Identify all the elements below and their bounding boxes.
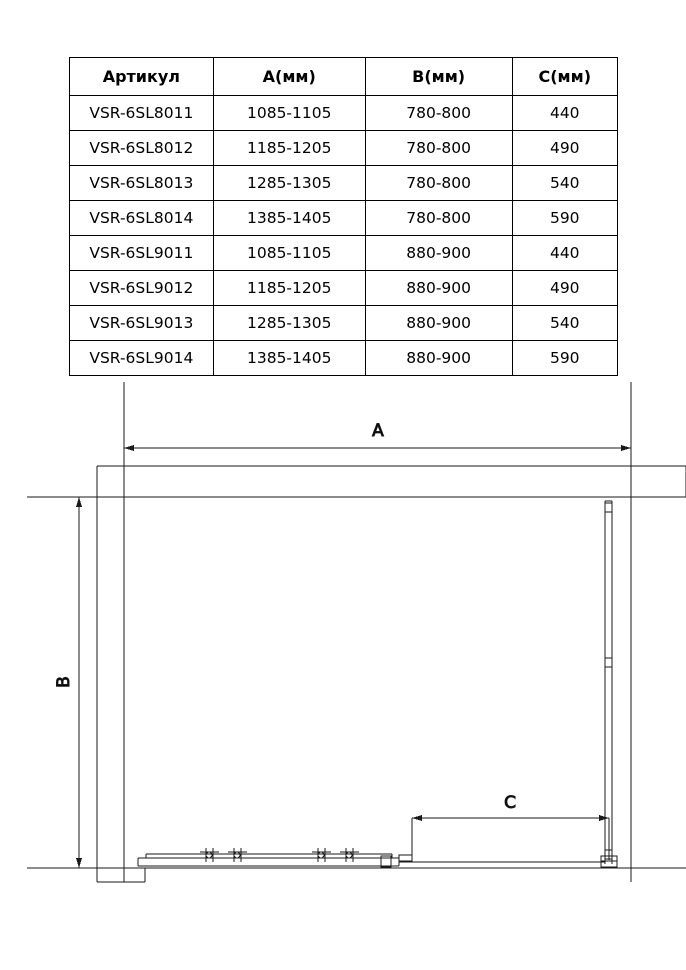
table-body: [70, 96, 618, 376]
cell-c: 440: [512, 96, 618, 131]
table-header: [70, 58, 618, 96]
dimension-a-group: [124, 445, 631, 451]
door-hardware-right: [312, 848, 331, 862]
cell-b: 880-900: [365, 306, 512, 341]
column-header-a: A(мм): [213, 58, 365, 96]
dimension-c-group: [412, 815, 609, 860]
dimension-label-c: C: [504, 793, 516, 813]
cell-article: VSR-6SL8014: [70, 201, 214, 236]
door-hardware-right-2: [340, 848, 359, 862]
sliding-door-assembly: [138, 848, 605, 867]
table-row: [70, 306, 618, 341]
table-row: [70, 236, 618, 271]
cell-article: VSR-6SL9011: [70, 236, 214, 271]
cell-article: VSR-6SL8012: [70, 131, 214, 166]
cell-article: VSR-6SL9013: [70, 306, 214, 341]
cell-b: 780-800: [365, 131, 512, 166]
enclosure-outline: [605, 501, 612, 864]
cell-c: 540: [512, 166, 618, 201]
table-header-row: [70, 58, 618, 96]
cell-article: VSR-6SL9012: [70, 271, 214, 306]
cell-a: 1085-1105: [213, 96, 365, 131]
table-row: [70, 166, 618, 201]
door-hardware-left: [200, 848, 219, 862]
cell-a: 1185-1205: [213, 271, 365, 306]
dimension-label-b: B: [54, 676, 74, 688]
cell-c: 490: [512, 271, 618, 306]
cell-a: 1285-1305: [213, 306, 365, 341]
technical-drawing: [0, 370, 686, 930]
column-header-b: B(мм): [365, 58, 512, 96]
cell-article: VSR-6SL8011: [70, 96, 214, 131]
dimension-b-group: [73, 497, 97, 868]
cell-b: 880-900: [365, 271, 512, 306]
door-hardware-left-2: [228, 848, 247, 862]
cell-c: 540: [512, 306, 618, 341]
specification-table-container: [69, 57, 618, 376]
cell-b: 780-800: [365, 201, 512, 236]
cell-c: 590: [512, 201, 618, 236]
cell-b: 780-800: [365, 96, 512, 131]
cell-c: 440: [512, 236, 618, 271]
specification-table: [69, 57, 618, 376]
column-header-c: C(мм): [512, 58, 618, 96]
cell-a: 1385-1405: [213, 201, 365, 236]
cell-b: 880-900: [365, 341, 512, 376]
table-row: [70, 131, 618, 166]
construction-lines: [27, 382, 686, 882]
column-header-article: Артикул: [70, 58, 214, 96]
cell-article: VSR-6SL8013: [70, 166, 214, 201]
cell-a: 1385-1405: [213, 341, 365, 376]
cell-c: 490: [512, 131, 618, 166]
cell-c: 590: [512, 341, 618, 376]
cell-a: 1285-1305: [213, 166, 365, 201]
table-row: [70, 96, 618, 131]
cell-a: 1085-1105: [213, 236, 365, 271]
cell-b: 780-800: [365, 166, 512, 201]
cell-a: 1185-1205: [213, 131, 365, 166]
cell-b: 880-900: [365, 236, 512, 271]
dimension-label-a: A: [372, 421, 384, 441]
table-row: [70, 271, 618, 306]
table-row: [70, 201, 618, 236]
cell-article: VSR-6SL9014: [70, 341, 214, 376]
